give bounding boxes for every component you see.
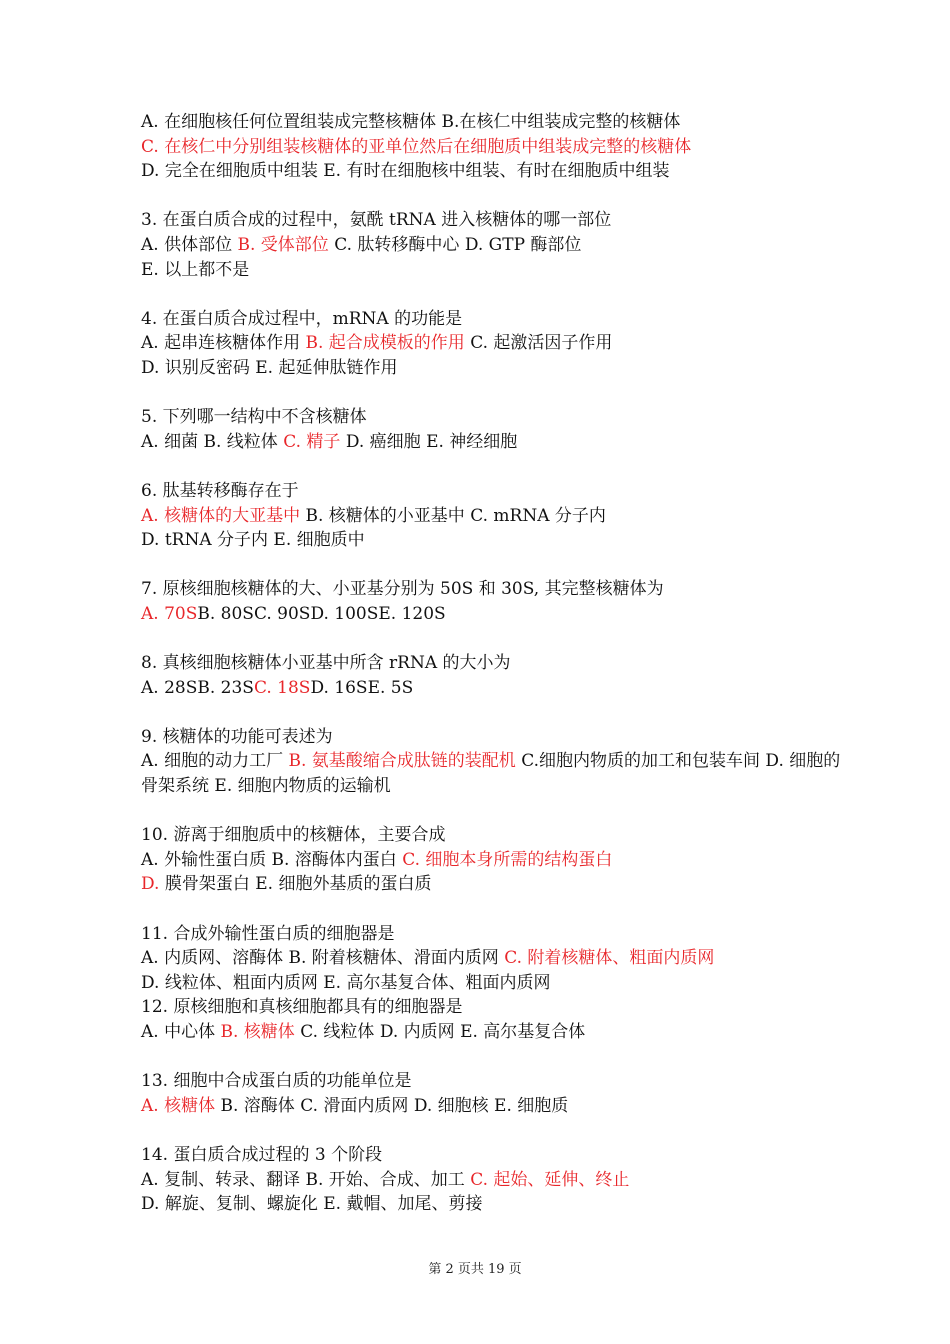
- blank-line: [141, 282, 841, 307]
- question-text: 14. 蛋白质合成过程的 3 个阶段: [141, 1144, 383, 1165]
- text-line: [141, 995, 841, 1020]
- question-text: 膜骨架蛋白 E. 细胞外基质的蛋白质: [164, 874, 432, 895]
- answer-text: C. 细胞本身所需的结构蛋白: [402, 849, 613, 870]
- text-line: [141, 258, 841, 283]
- question-text: 7. 原核细胞核糖体的大、小亚基分别为 50S 和 30S, 其完整核糖体为: [141, 579, 664, 600]
- text-line: [141, 922, 841, 947]
- question-text: A. 起串连核糖体作用: [141, 333, 306, 354]
- question-text: D. 识别反密码 E. 起延伸肽链作用: [141, 357, 398, 378]
- text-line: [141, 1069, 841, 1094]
- question-text: A. 细胞的动力工厂: [141, 751, 289, 772]
- text-line: [141, 725, 841, 750]
- question-text: C. 线粒体 D. 内质网 E. 高尔基复合体: [300, 1021, 586, 1042]
- answer-text: B. 氨基酸缩合成肽链的装配机: [288, 751, 522, 772]
- question-text: B. 核糖体的小亚基中 C. mRNA 分子内: [305, 505, 606, 526]
- question-text: A. 供体部位: [141, 234, 238, 255]
- text-line: [141, 676, 841, 701]
- text-line: [141, 135, 841, 160]
- answer-text: C. 附着核糖体、粗面内质网: [504, 948, 715, 969]
- question-text: D. 解旋、复制、螺旋化 E. 戴帽、加尾、剪接: [141, 1194, 483, 1215]
- answer-text: A. 核糖体的大亚基中: [141, 505, 306, 526]
- blank-line: [141, 700, 841, 725]
- question-text: A. 在细胞核任何位置组装成完整核糖体 B.在核仁中组装成完整的核糖体: [141, 112, 681, 132]
- question-text: E. 以上都不是: [141, 259, 250, 280]
- question-text: 12. 原核细胞和真核细胞都具有的细胞器是: [141, 997, 463, 1018]
- text-line: [141, 823, 841, 848]
- question-text: 13. 细胞中合成蛋白质的功能单位是: [141, 1071, 412, 1092]
- answer-text: C. 在核仁中分别组装核糖体的亚单位然后在细胞质中组装成完整的核糖体: [141, 136, 692, 157]
- question-text: 4. 在蛋白质合成过程中，mRNA 的功能是: [141, 308, 463, 329]
- answer-text: D.: [141, 874, 165, 895]
- text-line: [141, 1094, 841, 1119]
- question-text: A. 细菌 B. 线粒体: [141, 431, 284, 452]
- question-text: D. 16SE. 5S: [310, 677, 414, 698]
- question-text: B. 溶酶体 C. 滑面内质网 D. 细胞核 E. 细胞质: [220, 1095, 569, 1116]
- answer-text: C. 起始、延伸、终止: [470, 1169, 630, 1190]
- answer-text: B. 核糖体: [220, 1021, 301, 1042]
- text-line: [141, 504, 841, 529]
- question-text: A. 28SB. 23S: [141, 677, 254, 698]
- text-line: [141, 528, 841, 553]
- question-text: 11. 合成外输性蛋白质的细胞器是: [141, 923, 395, 944]
- question-text: D. 线粒体、粗面内质网 E. 高尔基复合体、粗面内质网: [141, 972, 551, 993]
- text-line: [141, 749, 841, 798]
- question-text: 6. 肽基转移酶存在于: [141, 480, 299, 501]
- text-line: [141, 307, 841, 332]
- answer-text: A. 70S: [141, 603, 198, 624]
- question-text: A. 复制、转录、翻译 B. 开始、合成、加工: [141, 1169, 471, 1190]
- question-text: 8. 真核细胞核糖体小亚基中所含 rRNA 的大小为: [141, 653, 511, 674]
- blank-line: [141, 381, 841, 406]
- blank-line: [141, 897, 841, 922]
- question-text: 5. 下列哪一结构中不含核糖体: [141, 407, 367, 428]
- blank-line: [141, 184, 841, 209]
- answer-text: B. 受体部位: [237, 234, 335, 255]
- text-line: [141, 110, 841, 135]
- question-text: C. 起激活因子作用: [470, 333, 613, 354]
- blank-line: [141, 799, 841, 824]
- text-line: [141, 872, 841, 897]
- text-line: [141, 1020, 841, 1045]
- blank-line: [141, 1045, 841, 1070]
- text-line: [141, 577, 841, 602]
- blank-line: [141, 553, 841, 578]
- text-line: [141, 356, 841, 381]
- question-text: A. 中心体: [141, 1021, 221, 1042]
- text-line: [141, 1168, 841, 1193]
- question-text: 10. 游离于细胞质中的核糖体，主要合成: [141, 825, 446, 846]
- text-line: [141, 971, 841, 996]
- question-text: 3. 在蛋白质合成的过程中，氨酰 tRNA 进入核糖体的哪一部位: [141, 210, 612, 231]
- blank-line: [141, 626, 841, 651]
- question-text: A. 外输性蛋白质 B. 溶酶体内蛋白: [141, 849, 403, 870]
- question-text: D. tRNA 分子内 E. 细胞质中: [141, 530, 365, 551]
- blank-line: [141, 1118, 841, 1143]
- answer-text: C. 精子: [283, 431, 346, 452]
- text-line: [141, 331, 841, 356]
- question-text: C. 肽转移酶中心 D. GTP 酶部位: [334, 234, 582, 255]
- text-line: [141, 848, 841, 873]
- text-line: [141, 405, 841, 430]
- text-line: [141, 479, 841, 504]
- question-text: B. 80SC. 90SD. 100SE. 120S: [197, 603, 446, 624]
- question-text: D. 完全在细胞质中组装 E. 有时在细胞核中组装、有时在细胞质中组装: [141, 161, 670, 182]
- text-line: [141, 602, 841, 627]
- text-line: [141, 233, 841, 258]
- blank-line: [141, 454, 841, 479]
- text-line: [141, 1192, 841, 1217]
- question-text: C.细胞内物质的加工和包装车间 D. 细胞的骨架系统 E. 细胞内物质的运输机: [141, 751, 841, 797]
- text-line: [141, 208, 841, 233]
- question-text: D. 癌细胞 E. 神经细胞: [345, 431, 518, 452]
- answer-text: B. 起合成模板的作用: [305, 333, 471, 354]
- answer-text: A. 核糖体: [141, 1095, 221, 1116]
- text-line: [141, 1143, 841, 1168]
- question-text: 9. 核糖体的功能可表述为: [141, 726, 333, 747]
- text-line: [141, 946, 841, 971]
- question-text: A. 内质网、溶酶体 B. 附着核糖体、滑面内质网: [141, 948, 505, 969]
- text-line: [141, 430, 841, 455]
- question-list: [141, 110, 841, 1217]
- text-line: [141, 651, 841, 676]
- answer-text: C. 18S: [253, 677, 311, 698]
- text-line: [141, 159, 841, 184]
- page-footer: 第 2 页共 19 页: [428, 1262, 522, 1277]
